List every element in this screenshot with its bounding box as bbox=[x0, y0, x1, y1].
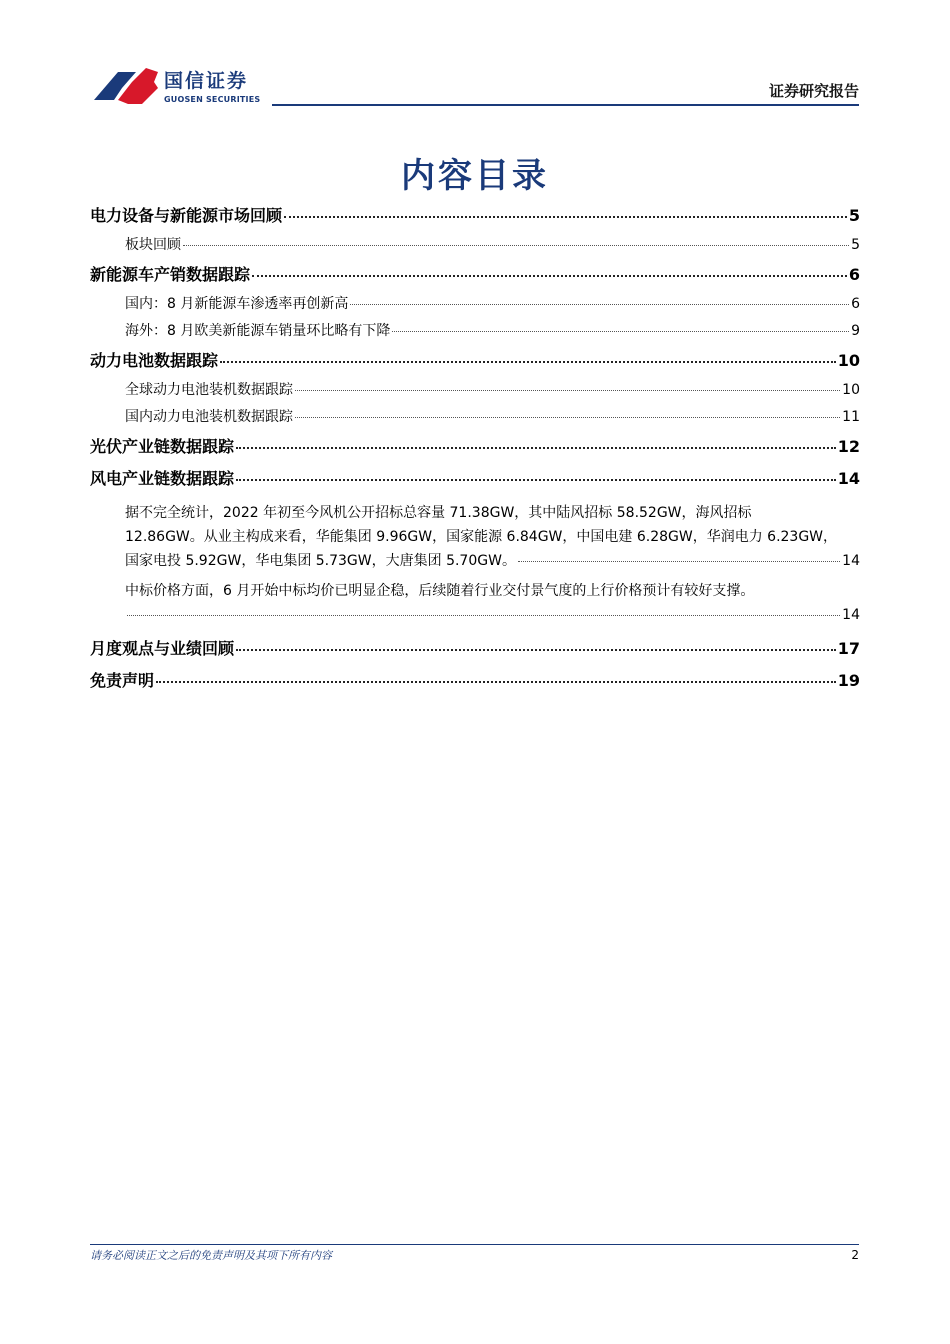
toc-leader bbox=[156, 681, 836, 683]
toc-entry-nev-overseas[interactable] bbox=[90, 318, 860, 345]
toc-entry-wind[interactable] bbox=[90, 463, 860, 495]
toc-leader bbox=[220, 361, 836, 363]
toc-paragraph-last-line bbox=[125, 603, 860, 627]
toc-paragraph-line: 据不完全统计，2022 年初至今风机公开招标总容量 71.38GW，其中陆风招标 58.52GW，海风招标 bbox=[125, 505, 752, 521]
toc-leader bbox=[127, 615, 840, 616]
toc-leader bbox=[392, 331, 849, 332]
toc-entry-title: 免责声明 bbox=[90, 671, 155, 690]
toc-entry-battery-domestic[interactable] bbox=[90, 404, 860, 431]
toc-leader bbox=[295, 390, 840, 391]
page-number: 2 bbox=[851, 1248, 859, 1262]
toc-entry-title: 风电产业链数据跟踪 bbox=[90, 469, 235, 488]
report-type-label: 证券研究报告 bbox=[768, 82, 859, 100]
guosen-logo-icon bbox=[92, 64, 160, 110]
toc-entry-page: 19 bbox=[837, 671, 860, 690]
toc-entry-sector-review[interactable] bbox=[90, 232, 860, 259]
table-of-contents bbox=[90, 200, 860, 697]
toc-paragraph-line: 中标价格方面，6 月开始中标均价已明显企稳，后续随着行业交付景气度的上行价格预计有较好支撑。 bbox=[125, 583, 755, 599]
toc-entry-page: 14 bbox=[842, 553, 860, 569]
header-divider bbox=[272, 104, 859, 106]
toc-leader bbox=[295, 417, 840, 418]
toc-entry-title: 动力电池数据跟踪 bbox=[90, 351, 219, 370]
footer-disclaimer: 请务必阅读正文之后的免责声明及其项下所有内容 bbox=[90, 1249, 332, 1262]
toc-entry-page: 10 bbox=[837, 351, 860, 370]
toc-entry-disclaimer[interactable] bbox=[90, 665, 860, 697]
toc-paragraph-line: 国家电投 5.92GW，华电集团 5.73GW，大唐集团 5.70GW。 bbox=[125, 553, 516, 569]
toc-entry-page: 6 bbox=[851, 296, 860, 312]
toc-paragraph-last-line bbox=[125, 549, 860, 573]
toc-entry-title: 新能源车产销数据跟踪 bbox=[90, 265, 251, 284]
toc-entry-nev-domestic[interactable] bbox=[90, 291, 860, 318]
toc-entry-title: 月度观点与业绩回顾 bbox=[90, 639, 235, 658]
toc-leader bbox=[284, 216, 847, 218]
toc-entry-page: 17 bbox=[837, 639, 860, 658]
toc-leader bbox=[183, 245, 849, 246]
toc-entry-title: 国内动力电池装机数据跟踪 bbox=[125, 409, 293, 425]
footer-divider bbox=[90, 1244, 859, 1245]
toc-entry-page: 5 bbox=[851, 237, 860, 253]
toc-entry-page: 9 bbox=[851, 323, 860, 339]
logo-english-text: GUOSEN SECURITIES bbox=[164, 95, 261, 104]
toc-leader bbox=[236, 447, 836, 449]
toc-entry-power-equipment[interactable] bbox=[90, 200, 860, 232]
toc-paragraph-line: 12.86GW。从业主构成来看，华能集团 9.96GW，国家能源 6.84GW，中国电建 6.28GW，华润电力 6.23GW， bbox=[125, 529, 838, 545]
toc-leader bbox=[252, 275, 847, 277]
company-logo bbox=[92, 64, 262, 110]
toc-leader bbox=[350, 304, 849, 305]
toc-heading: 内容目录 bbox=[401, 156, 549, 196]
toc-entry-page: 14 bbox=[837, 469, 860, 488]
toc-entry-title: 全球动力电池装机数据跟踪 bbox=[125, 382, 293, 398]
toc-entry-wind-tender[interactable] bbox=[90, 501, 860, 573]
toc-entry-wind-price[interactable] bbox=[90, 579, 860, 627]
toc-entry-battery-global[interactable] bbox=[90, 377, 860, 404]
toc-entry-page: 14 bbox=[842, 607, 860, 623]
toc-entry-title: 光伏产业链数据跟踪 bbox=[90, 437, 235, 456]
toc-entry-page: 12 bbox=[837, 437, 860, 456]
toc-entry-title: 电力设备与新能源市场回顾 bbox=[90, 206, 283, 225]
toc-entry-page: 11 bbox=[842, 409, 860, 425]
toc-leader bbox=[518, 561, 840, 562]
toc-entry-title: 板块回顾 bbox=[125, 237, 181, 253]
toc-entry-monthly-view[interactable] bbox=[90, 633, 860, 665]
toc-entry-title: 海外：8 月欧美新能源车销量环比略有下降 bbox=[125, 323, 391, 339]
logo-chinese-text: 国信证券 bbox=[164, 70, 249, 92]
toc-entry-page: 5 bbox=[848, 206, 860, 225]
toc-leader bbox=[236, 479, 836, 481]
toc-entry-nev[interactable] bbox=[90, 259, 860, 291]
toc-entry-page: 10 bbox=[842, 382, 860, 398]
toc-entry-battery[interactable] bbox=[90, 345, 860, 377]
toc-entry-title: 国内：8 月新能源车渗透率再创新高 bbox=[125, 296, 349, 312]
toc-entry-pv[interactable] bbox=[90, 431, 860, 463]
toc-entry-page: 6 bbox=[848, 265, 860, 284]
page-header bbox=[0, 0, 950, 112]
toc-leader bbox=[236, 649, 836, 651]
